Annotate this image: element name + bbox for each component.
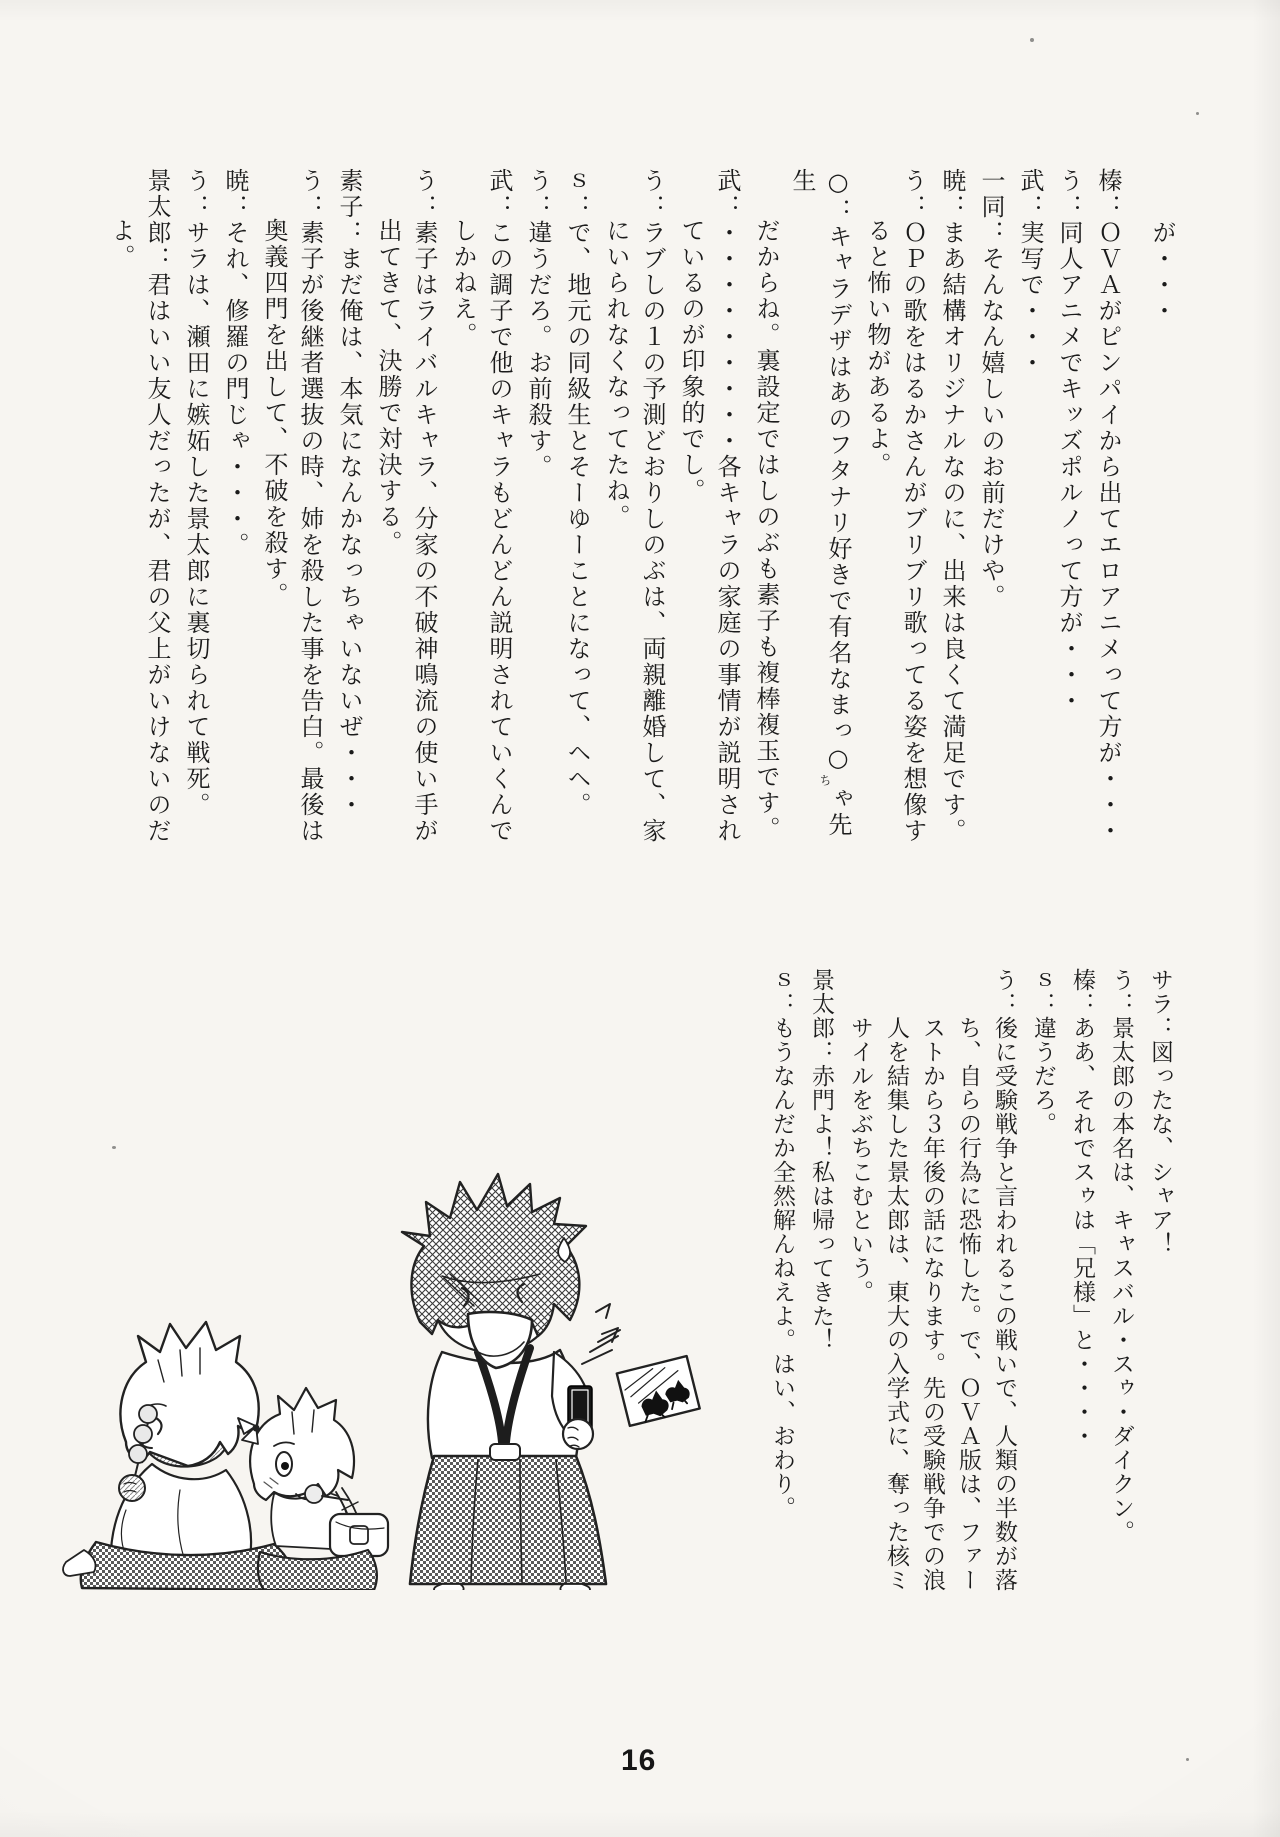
dialogue-paragraph: [934, 168, 970, 860]
dialogue-line: よ。: [107, 218, 135, 270]
dialogue-line: う：素子が後継者選抜の時、姉を殺した事を告白。最後は: [296, 168, 324, 844]
dialogue-line: う：違うだろ。お前殺す。: [524, 168, 552, 480]
dialogue-line: ｓ：違うだろ。: [1030, 968, 1056, 1136]
dialogue-paragraph: [803, 968, 839, 1600]
dialogue-line: う：素子はライバルキャラ、分家の不破神鳴流の使い手が: [410, 168, 438, 844]
dialogue-line: 武：実写で・・・: [1016, 168, 1044, 376]
photo-card: [617, 1356, 700, 1426]
dialogue-line: 素子：まだ俺は、本気になんかなっちゃいないぜ・・・: [335, 168, 363, 818]
dialogue-line: しかねえ。: [449, 218, 477, 348]
dialogue-line: う：ＯＰの歌をはるかさんがブリブリ歌ってる姿を想像す: [899, 168, 927, 844]
dialogue-paragraph: [217, 168, 253, 860]
skirt: [258, 1550, 377, 1590]
dialogue-paragraph: [1090, 168, 1126, 860]
dialogue-line: 暁：まあ結構オリジナルなのに、出来は良くて満足です。: [938, 168, 966, 844]
dialogue-line: だからね。裏設定ではしのぶも素子も複棒複玉です。: [752, 218, 780, 842]
fist: [119, 1475, 145, 1501]
dialogue-line: 出てきて、決勝で対決する。: [374, 218, 402, 556]
dialogue-line: 暁：それ、修羅の門じゃ・・・。: [221, 168, 249, 558]
dialogue-paragraph: [178, 168, 214, 860]
dialogue-paragraph: [370, 168, 442, 860]
dialogue-line: ると怖い物があるよ。: [863, 218, 891, 478]
dialogue-line: ているのが印象的でし。: [677, 218, 705, 504]
dialogue-paragraph: [1144, 168, 1180, 860]
dialogue-line: 人を結集した景太郎は、東大の入学式に、奪った核ミ: [883, 1016, 909, 1592]
dialogue-paragraph: [842, 968, 1022, 1600]
dialogue-paragraph: [445, 168, 517, 860]
dialogue-line: 一同：そんなん嬉しいのお前だけや。: [977, 168, 1005, 610]
chibi-characters-illustration: [30, 1090, 710, 1590]
dialogue-paragraph: [331, 168, 367, 860]
page-number: 16: [621, 1744, 657, 1777]
dialogue-paragraph: [559, 168, 595, 860]
dialogue-line: ストから３年後の話になります。先の受験戦争での浪: [919, 1016, 945, 1592]
dialogue-line: 武：・・・・・・・・・各キャラの家庭の事情が説明され: [713, 168, 741, 844]
dialogue-paragraph: [1103, 968, 1139, 1600]
dialogue-paragraph: [748, 168, 856, 860]
dialogue-line: 景太郎：君はいい友人だったが、君の父上がいけないのだ: [143, 168, 171, 844]
dialogue-line: ○：キャラデザはあのフタナリ好きで有名なまっ○ちゃ先生: [788, 168, 852, 838]
dialogue-block-top: [100, 168, 1180, 860]
sandal: [63, 1550, 96, 1576]
fist: [563, 1419, 593, 1449]
scan-speck: [1196, 112, 1199, 115]
dialogue-paragraph: [673, 168, 745, 860]
dialogue-block-bottom: [761, 968, 1178, 1600]
dialogue-line: ｓ：もうなんだか全然解んねえよ。はい、おわり。: [769, 968, 795, 1520]
dialogue-paragraph: [1012, 168, 1048, 860]
dialogue-line: 榛：ああ、それでスゥは「兄様」と・・・・: [1069, 968, 1095, 1448]
dialogue-line: 榛：ＯＶＡがピンパイから出てエロアニメって方が・・・: [1094, 168, 1122, 844]
dialogue-paragraph: [764, 968, 800, 1600]
obi-bow: [330, 1514, 388, 1556]
dialogue-line: サラ：図ったな、シャア！: [1147, 968, 1173, 1256]
dialogue-paragraph: [973, 168, 1009, 860]
dialogue-line: 景太郎：赤門よ！私は帰ってきた！: [808, 968, 834, 1352]
dialogue-paragraph: [103, 168, 175, 860]
scan-speck: [112, 1146, 116, 1149]
dialogue-paragraph: [598, 168, 670, 860]
dialogue-paragraph: [1051, 168, 1087, 860]
dialogue-paragraph: [256, 168, 328, 860]
character-girl-with-ribbon: [238, 1388, 388, 1590]
dialogue-line: う：サラは、瀬田に嫉妬した景太郎に裏切られて戦死。: [182, 168, 210, 818]
dialogue-line: にいられなくなってたね。: [602, 218, 630, 530]
dialogue-paragraph: [1025, 968, 1061, 1600]
dialogue-line: 奥義四門を出して、不破を殺す。: [260, 218, 288, 608]
furigana-small-character: ち: [818, 774, 832, 786]
dialogue-paragraph: [520, 168, 556, 860]
hakama: [410, 1456, 606, 1584]
scan-speck: [1186, 1758, 1189, 1761]
dialogue-paragraph: [859, 168, 931, 860]
scan-speck: [1030, 38, 1034, 42]
dialogue-line: ｓ：で、地元の同級生とそーゆーことになって、ヘヘ。: [563, 168, 591, 818]
dialogue-line: う：景太郎の本名は、キャスバル・スゥ・ダイクン。: [1108, 968, 1134, 1544]
dialogue-line: サイルをぶちこむという。: [847, 1016, 873, 1304]
belt-knot: [490, 1444, 520, 1460]
dialogue-line: 武：この調子で他のキャラもどんどん説明されていくんで: [485, 168, 513, 844]
dialogue-line: ち、自らの行為に恐怖した。で、ＯＶＡ版は、ファー: [955, 1016, 981, 1592]
character-keitaro: [402, 1174, 700, 1590]
dialogue-paragraph: [1064, 968, 1100, 1600]
dialogue-line: う：同人アニメでキッズポルノって方が・・・: [1055, 168, 1083, 714]
dialogue-paragraph: [1142, 968, 1178, 1600]
dialogue-line: う：後に受験戦争と言われるこの戦いで、人類の半数が落: [991, 968, 1017, 1592]
dialogue-line: う：ラブしの１の予測どおりしのぶは、両親離婚して、家: [638, 168, 666, 844]
dialogue-line: が・・・: [1148, 220, 1176, 324]
